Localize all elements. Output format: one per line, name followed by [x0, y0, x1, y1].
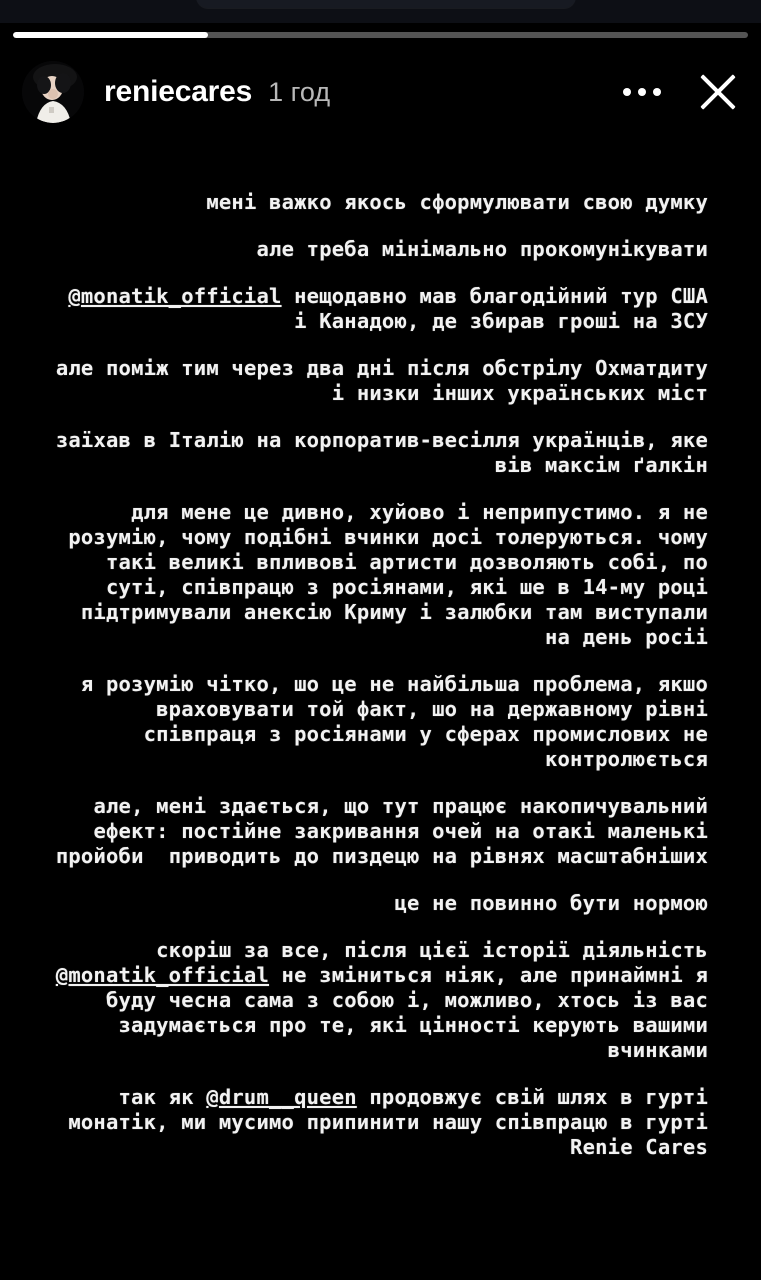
story-paragraph — [55, 672, 721, 772]
story-text-body — [55, 190, 721, 1160]
story-text: нещодавно мав благодійний тур США і Канадою, де збирав гроші на ЗСУ — [281, 284, 721, 333]
story-paragraph — [55, 284, 721, 334]
story-header — [0, 51, 761, 133]
mention-link[interactable]: @monatik_official — [55, 963, 270, 987]
header-actions — [621, 69, 741, 115]
avatar[interactable] — [22, 61, 84, 123]
story-text: заїхав в Італію на корпоратив-весілля українців, яке вів максім ґалкін — [55, 428, 721, 477]
story-paragraph — [55, 1085, 721, 1160]
story-text: але треба мінімально прокомунікувати — [256, 237, 708, 261]
top-chrome-sliver — [196, 0, 576, 8]
story-text: я розумію чітко, шо це не найбільша проблема, якшо враховувати той факт, шо на державному рівні співпраця з росіянами у сферах промислових не контролюється — [80, 672, 721, 771]
story-text: це не повинно бути нормою — [394, 891, 708, 915]
story-text: для мене це дивно, хуйово і неприпустимо. я не розумію, чому подібні вчинки досі толеруються. чому такі великі впливові артисти дозволяють собі, по суті, співпрацю з росіянами, які ше в 14-му році підтримували анексію Криму і залюбки там виступали на день росіі — [68, 500, 721, 649]
progress-fill — [13, 32, 208, 38]
more-dot — [653, 88, 661, 96]
story-text: так як — [118, 1085, 207, 1109]
story-text: скоріш за все, після цієї історії діяльність — [156, 938, 721, 962]
story-text: не зміниться ніяк, але принаймні я буду чесна сама з собою і, можливо, хтось із вас задумається про те, які цінності керують вашими вчинками — [105, 963, 721, 1062]
more-dot — [638, 88, 646, 96]
username[interactable]: reniecares — [104, 75, 253, 108]
story-paragraph — [55, 500, 721, 650]
story-text: продовжує свій шлях в гурті монатік, ми мусимо припинити нашу співпрацю в гурті Renie Cares — [68, 1085, 721, 1159]
avatar-image — [22, 61, 84, 123]
story-card — [0, 23, 761, 1280]
story-paragraph — [55, 356, 721, 406]
story-paragraph — [55, 938, 721, 1063]
more-dot — [623, 88, 631, 96]
story-text: мені важко якось сформулювати свою думку — [206, 190, 708, 214]
story-paragraph — [55, 237, 708, 262]
story-paragraph — [55, 428, 721, 478]
story-paragraph — [55, 891, 708, 916]
story-paragraph — [55, 190, 708, 215]
close-icon[interactable] — [695, 69, 741, 115]
story-paragraph — [55, 794, 721, 869]
story-text: але поміж тим через два дні після обстрілу Охматдиту і низки інших українських міст — [55, 356, 721, 405]
progress-track[interactable] — [13, 32, 748, 38]
mention-link[interactable]: @monatik_official — [68, 284, 282, 308]
timestamp: 1 год — [268, 77, 331, 107]
more-options-icon[interactable] — [621, 78, 663, 106]
mention-link[interactable]: @drum__queen — [206, 1085, 357, 1109]
user-meta — [104, 77, 621, 107]
story-progress-bar[interactable] — [13, 32, 748, 38]
story-text: але, мені здається, що тут працює накопичувальний ефект: постійне закривання очей на отакі маленькі пройоби приводить до пиздецю на рівнях масштабніших — [55, 794, 721, 868]
